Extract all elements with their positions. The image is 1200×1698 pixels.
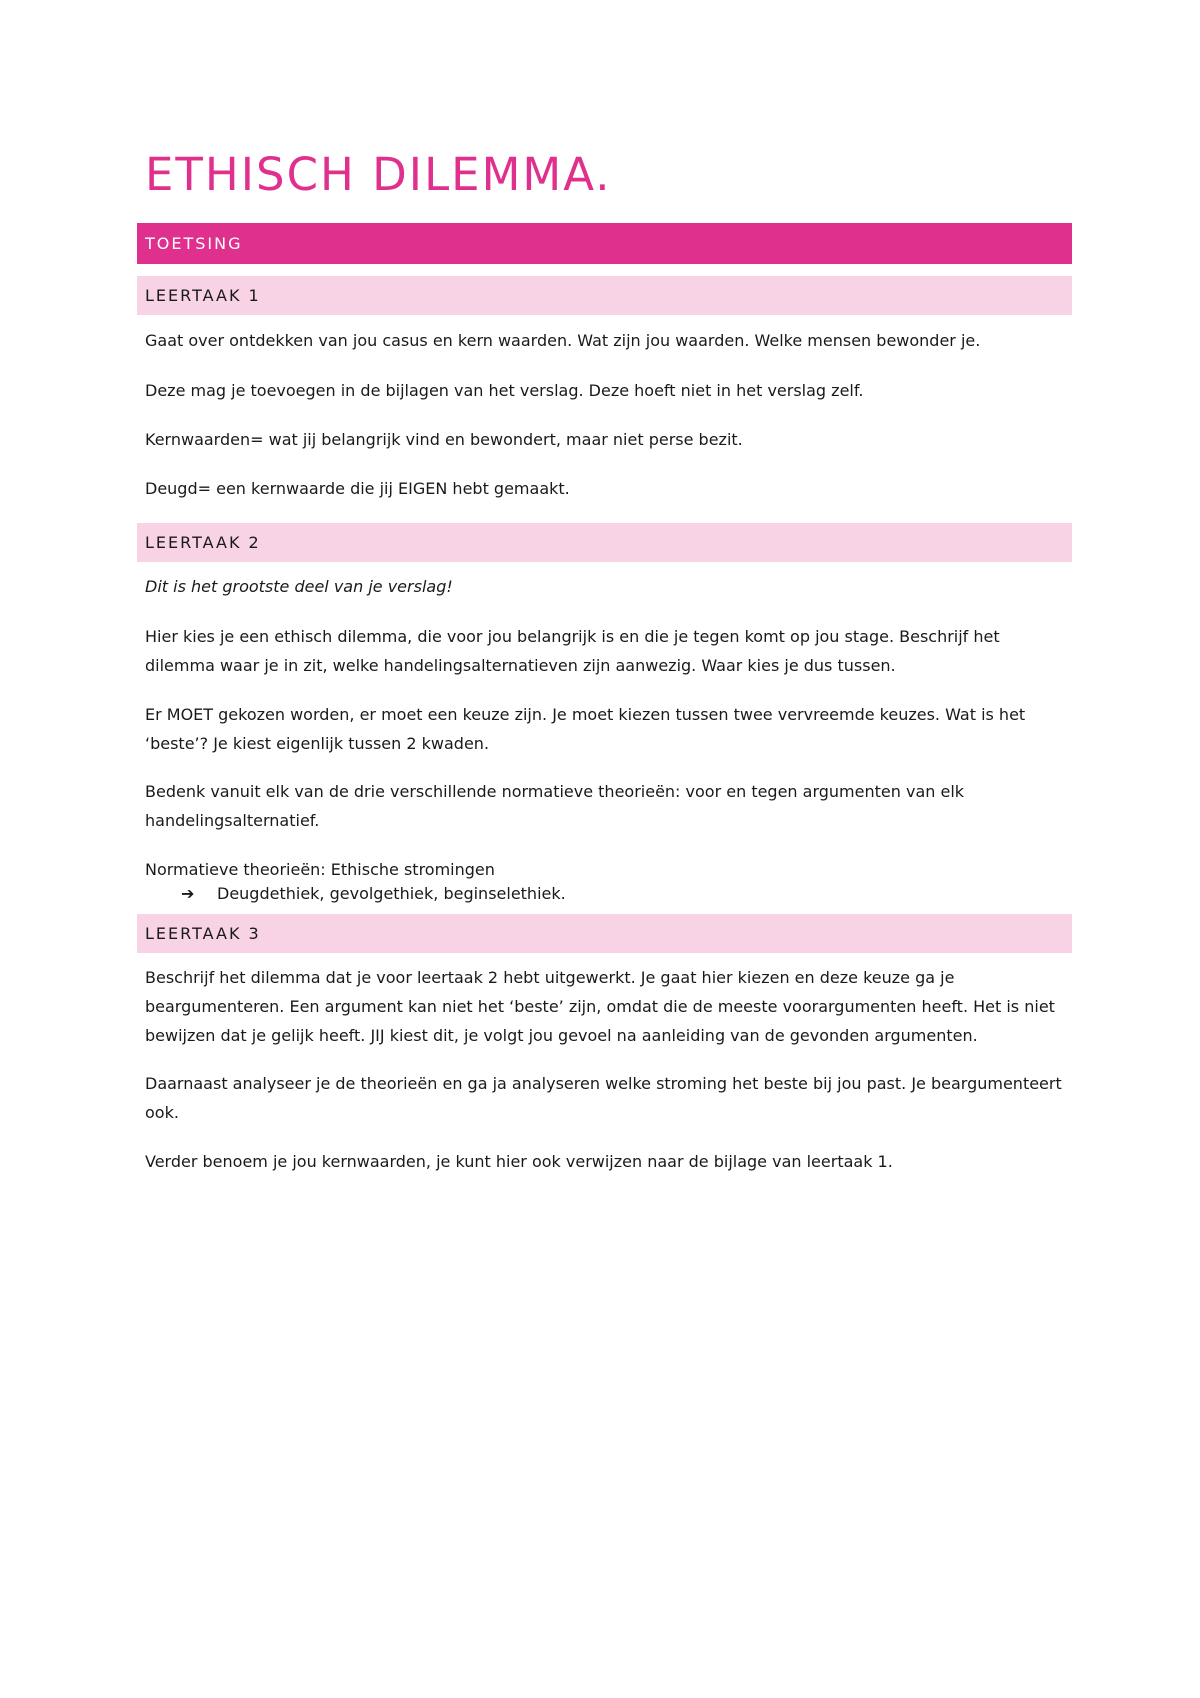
paragraph: Hier kies je een ethisch dilemma, die voor jou belangrijk is en die je tegen komt op jou stage. Beschrijf het dilemma waar je in zit, welke handelingsalternatieven zijn aanwezig. Waar kies je dus tussen. [145, 627, 1000, 675]
arrow-right-icon: ➔ [181, 884, 195, 903]
paragraph-intro: Dit is het grootste deel van je verslag! [145, 577, 453, 596]
bullet-item-text: Deugdethiek, gevolgethiek, beginselethiek. [217, 884, 566, 903]
bullet-item [181, 882, 566, 906]
paragraph: Verder benoem je jou kernwaarden, je kunt hier ook verwijzen naar de bijlage van leertaak 1. [145, 1152, 893, 1171]
paragraph: Daarnaast analyseer je de theorieën en ga ja analyseren welke stroming het beste bij jou past. Je beargumenteert ook. [145, 1074, 1062, 1122]
heading-leertaak-3: LEERTAAK 3 [137, 914, 1072, 953]
paragraph: Er MOET gekozen worden, er moet een keuze zijn. Je moet kiezen tussen twee vervreemde keuzes. Wat is het ‘beste’? Je kiest eigenlijk tussen 2 kwaden. [145, 705, 1026, 753]
paragraph: Deze mag je toevoegen in de bijlagen van het verslag. Deze hoeft niet in het verslag zelf. [145, 381, 864, 400]
paragraph: Bedenk vanuit elk van de drie verschillende normatieve theorieën: voor en tegen argumenten van elk handelingsalternatief. [145, 782, 965, 830]
paragraph: Deugd= een kernwaarde die jij EIGEN hebt gemaakt. [145, 479, 570, 498]
document-title: ETHISCH DILEMMA. [145, 148, 612, 201]
paragraph: Normatieve theorieën: Ethische stromingen [145, 860, 495, 879]
paragraph: Gaat over ontdekken van jou casus en kern waarden. Wat zijn jou waarden. Welke mensen bewonder je. [145, 331, 981, 350]
heading-leertaak-1: LEERTAAK 1 [137, 276, 1072, 315]
heading-leertaak-2: LEERTAAK 2 [137, 523, 1072, 562]
section-bar-toetsing: TOETSING [137, 223, 1072, 264]
paragraph: Beschrijf het dilemma dat je voor leertaak 2 hebt uitgewerkt. Je gaat hier kiezen en deze keuze ga je beargumenteren. Een argument kan niet het ‘beste’ zijn, omdat die de meeste voorargumenten heeft. Het is niet bewijzen dat je gelijk heeft. JIJ kiest dit, je volgt jou gevoel na aanleiding van de gevonden argumenten. [145, 968, 1055, 1045]
paragraph: Kernwaarden= wat jij belangrijk vind en bewondert, maar niet perse bezit. [145, 430, 743, 449]
